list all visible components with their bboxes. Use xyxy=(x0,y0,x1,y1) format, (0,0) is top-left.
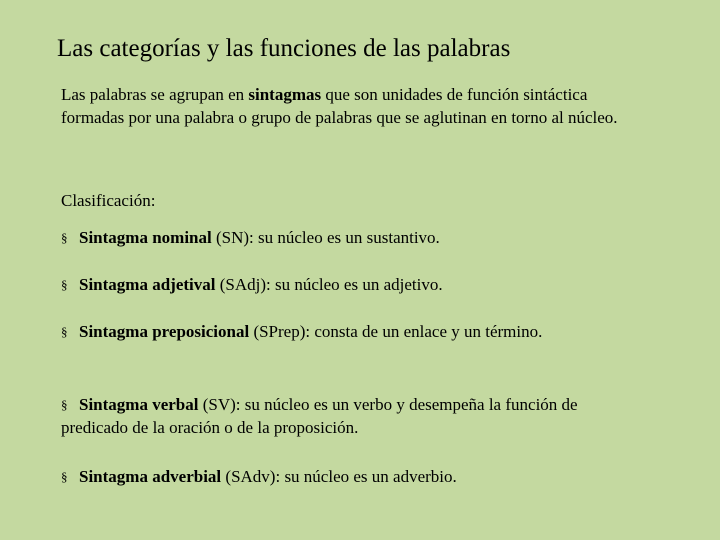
item-abbr: (SAdj) xyxy=(215,275,267,294)
item-desc: : consta de un enlace y un término. xyxy=(305,322,543,341)
item-term: Sintagma nominal xyxy=(79,228,212,247)
item-term: Sintagma adverbial xyxy=(79,467,222,486)
item-abbr: (SAdv) xyxy=(221,467,276,486)
item-desc: : su núcleo es un adverbio. xyxy=(275,467,457,486)
item-term: Sintagma adjetival xyxy=(79,275,216,294)
list-item-adjetival xyxy=(61,273,621,296)
item-abbr: (SV) xyxy=(198,395,236,414)
intro-text-before: Las palabras se agrupan en xyxy=(61,85,249,104)
list-item-preposicional xyxy=(61,320,621,343)
item-term: Sintagma verbal xyxy=(79,395,199,414)
intro-paragraph xyxy=(61,83,621,129)
bullet-icon: § xyxy=(61,277,68,292)
list-item-verbal xyxy=(61,393,621,439)
intro-bold-term: sintagmas xyxy=(248,85,322,104)
item-abbr: (SN) xyxy=(211,228,250,247)
slide-title: Las categorías y las funciones de las palabras xyxy=(57,35,511,62)
item-term: Sintagma preposicional xyxy=(79,322,250,341)
bullet-icon: § xyxy=(61,230,68,245)
item-desc: : su núcleo es un adjetivo. xyxy=(266,275,443,294)
bullet-icon: § xyxy=(61,324,68,339)
item-desc: : su núcleo es un verbo y desempeña la función de predicado de la oración o de la proposición. xyxy=(61,395,578,437)
bullet-icon: § xyxy=(61,469,68,484)
bullet-icon: § xyxy=(61,397,68,412)
intro-text-after: que son unidades de función sintáctica formadas por una palabra o grupo de palabras que se aglutinan en torno al núcleo. xyxy=(61,85,618,127)
classification-label: Clasificación: xyxy=(61,191,156,210)
list-item-nominal xyxy=(61,226,621,249)
item-abbr: (SPrep) xyxy=(249,322,306,341)
list-item-adverbial xyxy=(61,465,621,488)
item-desc: : su núcleo es un sustantivo. xyxy=(249,228,440,247)
